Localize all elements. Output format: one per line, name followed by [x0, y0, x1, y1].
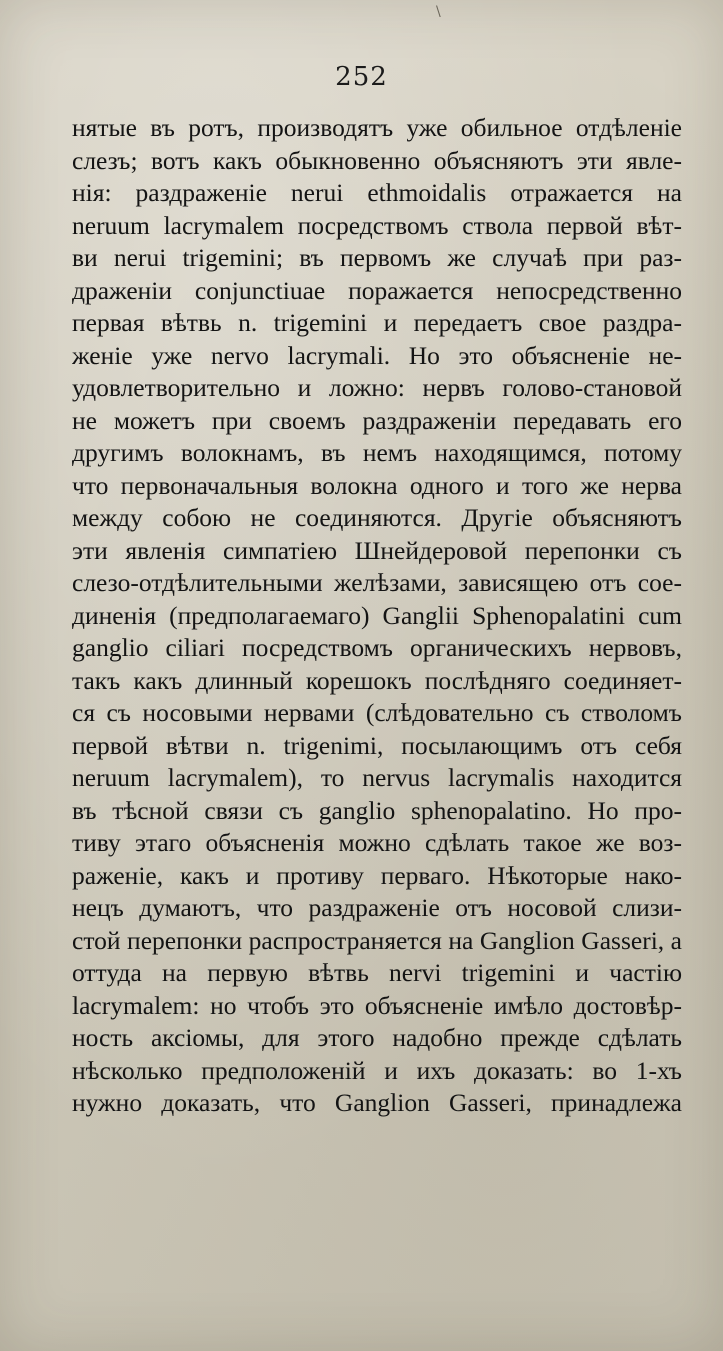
text-line: нѣсколько предположеній и ихъ доказать: во 1-хъ — [72, 1055, 682, 1085]
margin-tick-mark: \ — [436, 4, 441, 20]
text-line: драженіи conjunctiuae поражается непосредственно — [72, 275, 682, 305]
body-text — [72, 112, 682, 1120]
text-line: въ тѣсной связи съ ganglio sphenopalatino. Но про- — [72, 795, 682, 825]
text-line: женіе уже nervo lacrymali. Но это объясненіе не- — [72, 340, 682, 370]
text-line: эти явленія симпатіею Шнейдеровой перепонки съ — [72, 535, 682, 565]
text-line: нецъ думаютъ, что раздраженіе отъ носовой слизи- — [72, 893, 682, 922]
page-number: 252 — [335, 62, 388, 92]
text-line: слезо-отдѣлительными желѣзами, зависящею отъ сое- — [72, 568, 682, 597]
text-line: другимъ волокнамъ, въ немъ находящимся, потому — [72, 438, 682, 467]
text-line: удовлетворительно и ложно: нервъ голово-становой — [72, 373, 682, 402]
text-line: lacrymalem: но чтобъ это объясненіе имѣло достовѣр- — [72, 990, 682, 1020]
text-line: neruum lacrymalem), то nervus lacrymalis находится — [72, 763, 682, 792]
text-line: слезъ; вотъ какъ обыкновенно объясняютъ эти явле- — [72, 145, 682, 175]
text-line: первая вѣтвь n. trigemini и передаетъ свое раздра- — [72, 308, 682, 337]
text-line: первой вѣтви n. trigenimi, посылающимъ отъ себя — [72, 730, 682, 760]
text-line: тиву этаго объясненія можно сдѣлать такое же воз- — [72, 828, 682, 857]
text-line: стой перепонки распространяется на Ganglion Gasseri, а — [72, 925, 682, 955]
text-line: ви nerui trigemini; въ первомъ же случаѣ при раз- — [72, 243, 682, 272]
text-line: не можетъ при своемъ раздраженіи передавать его — [72, 405, 682, 435]
text-line: такъ какъ длинный корешокъ послѣдняго соединяет- — [72, 665, 682, 695]
text-line: раженіе, какъ и противу перваго. Нѣкоторые нако- — [72, 860, 682, 890]
text-line: neruum lacrymalem посредствомъ ствола первой вѣт- — [72, 210, 682, 240]
text-line: нія: раздраженіе nerui ethmoidalis отражается на — [72, 178, 682, 207]
text-line: нужно доказать, что Ganglion Gasseri, принадлежа — [72, 1088, 682, 1117]
text-line: диненія (предполагаемаго) Ganglii Sphenopalatini cum — [72, 600, 682, 630]
text-line: ganglio ciliari посредствомъ органическихъ нервовъ, — [72, 633, 682, 662]
text-line: что первоначальныя волокна одного и того же нерва — [72, 470, 682, 500]
text-line: ся съ носовыми нервами (слѣдовательно съ стволомъ — [72, 698, 682, 727]
text-line: между собою не соединяются. Другіе объясняютъ — [72, 503, 682, 532]
text-line: оттуда на первую вѣтвь nervi trigemini и частію — [72, 958, 682, 987]
text-line: нятые въ ротъ, производятъ уже обильное отдѣленіе — [72, 113, 682, 142]
text-line: ность аксіомы, для этого надобно прежде сдѣлать — [72, 1023, 682, 1052]
